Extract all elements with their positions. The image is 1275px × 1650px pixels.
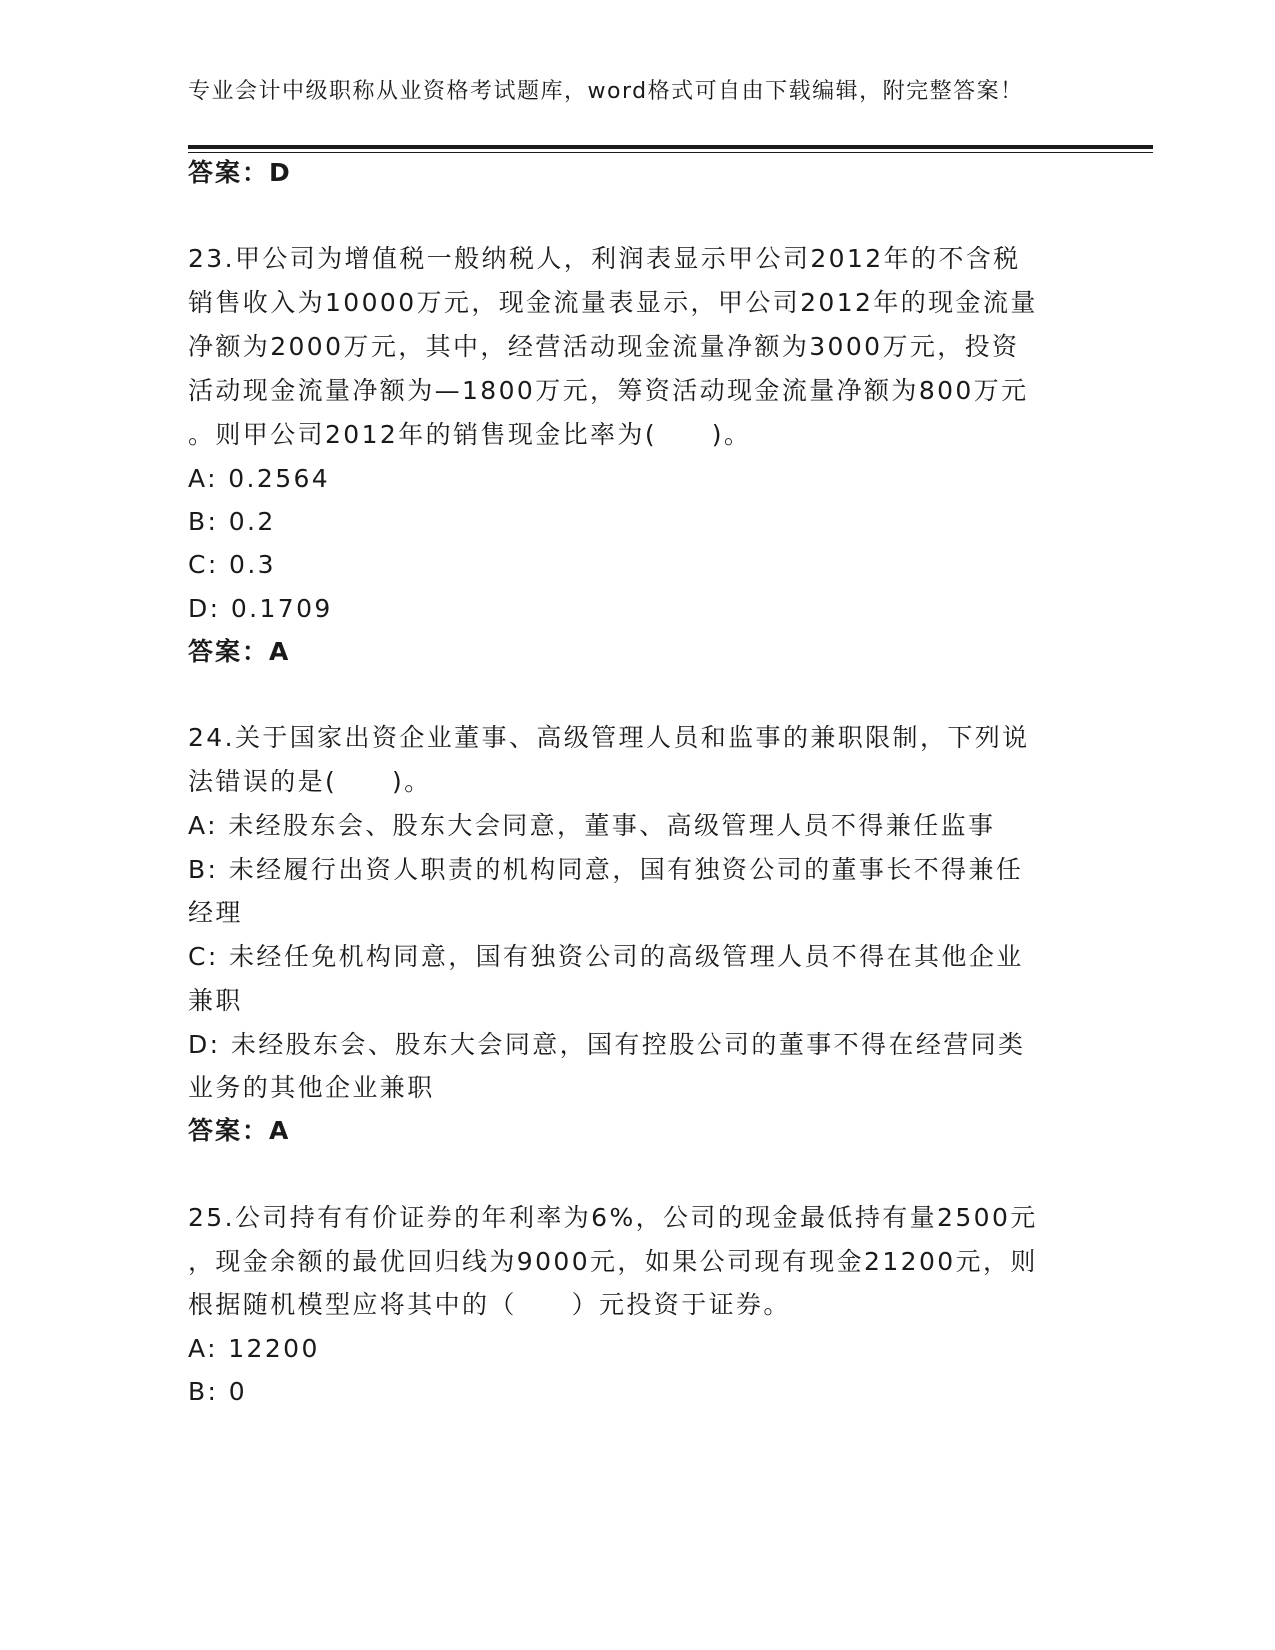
answer: 答案：A [188,1116,291,1145]
option-a: A: 12200 [188,1334,320,1363]
option-a: A: 未经股东会、股东大会同意，董事、高级管理人员不得兼任监事 [188,811,996,840]
option-b-continued: 经理 [188,898,243,927]
header-rule-thick [188,145,1153,149]
option-d-continued: 业务的其他企业兼职 [188,1073,435,1102]
answer: 答案：A [188,637,291,666]
question-text-line: ，现金余额的最优回归线为9000元，如果公司现有现金21200元，则 [188,1247,1038,1276]
question-text-line: 24.关于国家出资企业董事、高级管理人员和监事的兼职限制，下列说 [188,723,1030,752]
option-b: B: 0 [188,1377,248,1406]
question-text-line: 。则甲公司2012年的销售现金比率为( )。 [188,420,752,449]
question-text-line: 净额为2000万元，其中，经营活动现金流量净额为3000万元，投资 [188,332,1020,361]
question-text-line: 根据随机模型应将其中的（ ）元投资于证券。 [188,1290,791,1319]
question-text-line: 23.甲公司为增值税一般纳税人，利润表显示甲公司2012年的不含税 [188,244,1021,273]
previous-answer: 答案：D [188,158,292,187]
option-b: B: 未经履行出资人职责的机构同意，国有独资公司的董事长不得兼任 [188,855,1024,884]
question-text-line: 销售收入为10000万元，现金流量表显示，甲公司2012年的现金流量 [188,288,1038,317]
question-text-line: 25.公司持有有价证券的年利率为6%，公司的现金最低持有量2500元 [188,1203,1038,1232]
question-text-line: 活动现金流量净额为—1800万元，筹资活动现金流量净额为800万元 [188,376,1029,405]
question-text-line: 法错误的是( )。 [188,767,432,796]
option-b: B: 0.2 [188,507,276,536]
page-header: 专业会计中级职称从业资格考试题库，word格式可自由下载编辑，附完整答案！ [188,79,1024,104]
option-d: D: 0.1709 [188,594,333,623]
option-c: C: 未经任免机构同意，国有独资公司的高级管理人员不得在其他企业 [188,942,1024,971]
option-c-continued: 兼职 [188,986,243,1015]
option-c: C: 0.3 [188,550,276,579]
option-a: A: 0.2564 [188,464,331,493]
header-rule-thin [188,152,1153,153]
option-d: D: 未经股东会、股东大会同意，国有控股公司的董事不得在经营同类 [188,1030,1026,1059]
